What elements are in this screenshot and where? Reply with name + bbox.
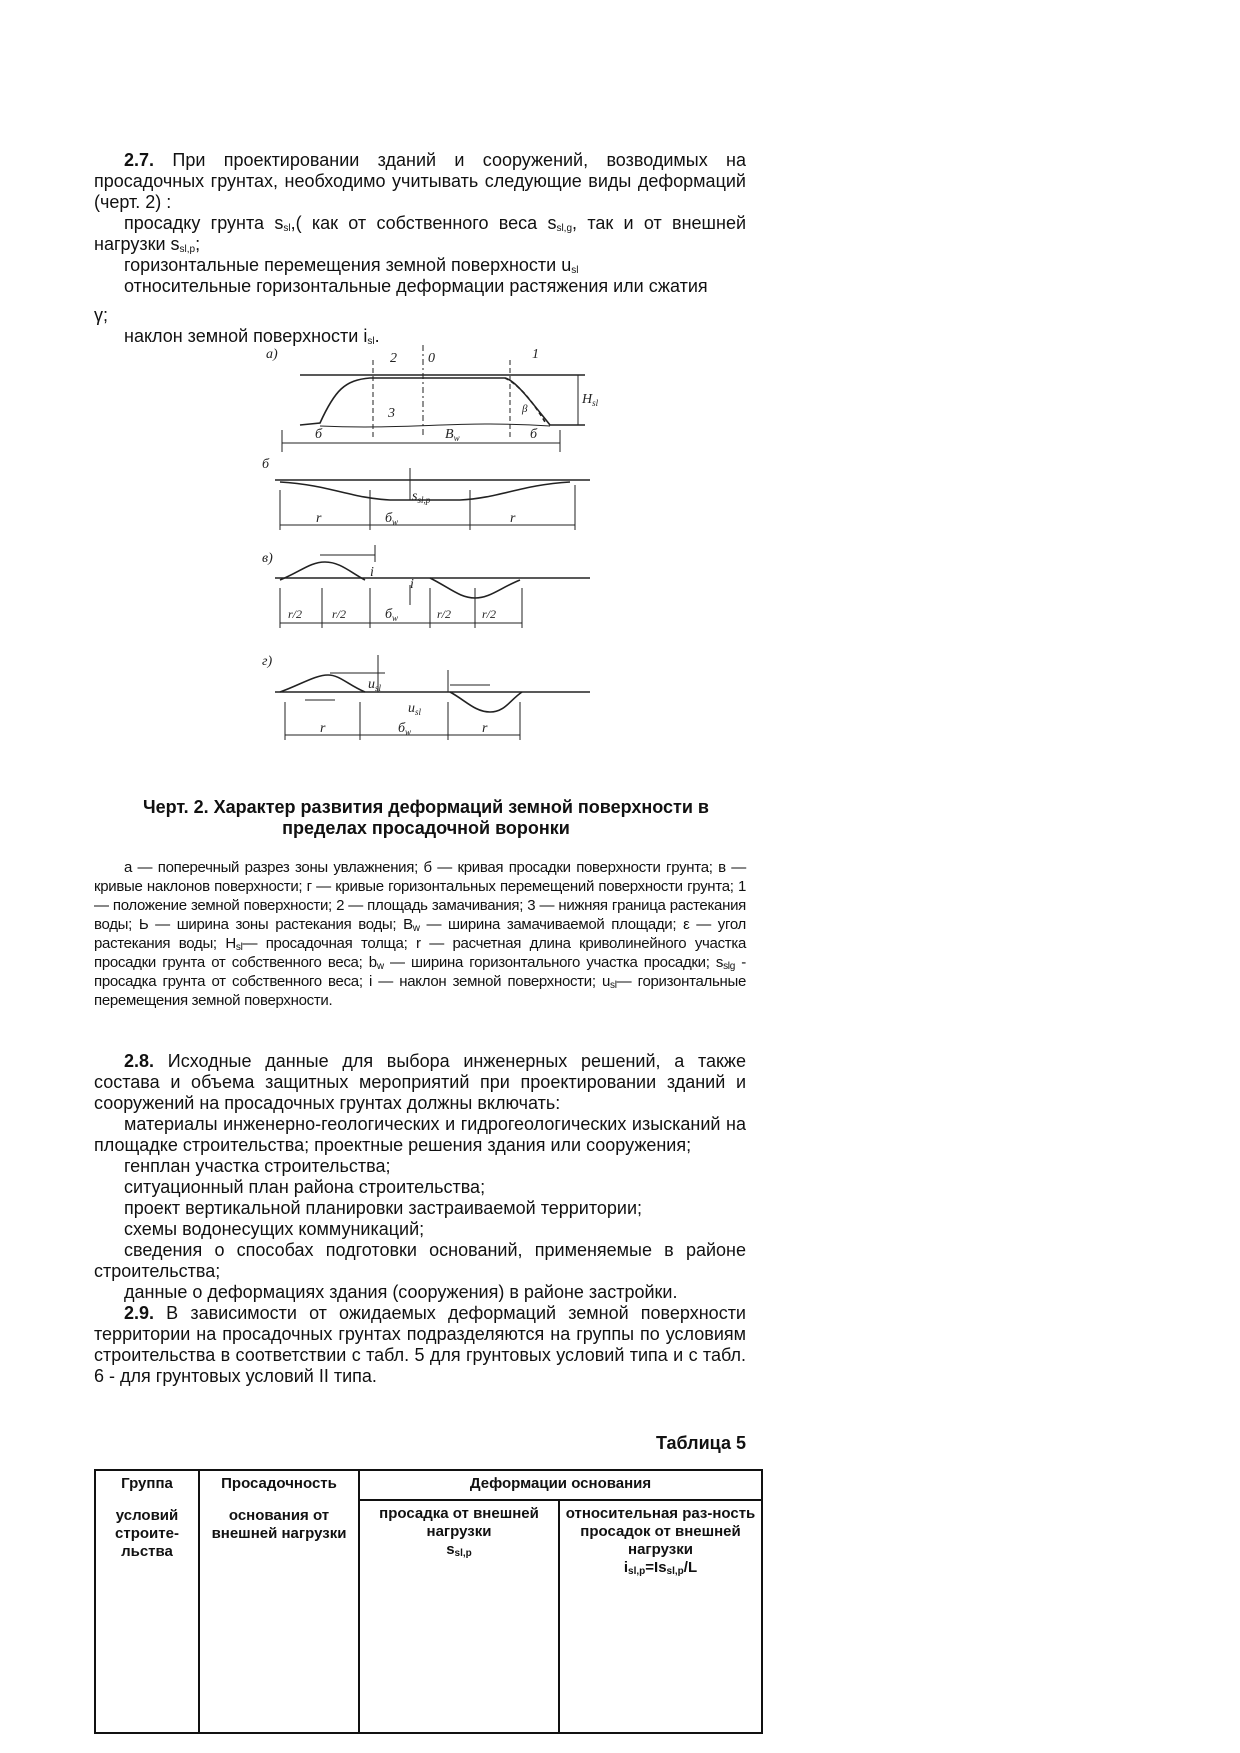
header-subsidence xyxy=(199,1470,359,1733)
label-r: r xyxy=(320,721,326,736)
label-hsl: $H_{sl}$ xyxy=(582,392,599,408)
text: — ширина горизонтального участка просадки; s xyxy=(383,954,724,971)
subscript: sl,p xyxy=(179,244,196,255)
text: — горизонтальные перемещения земной поверхности. xyxy=(94,973,746,1009)
text: ; xyxy=(195,234,201,254)
text: — ширина замачиваемой площади; ε — угол растекания воды; H xyxy=(94,916,746,952)
section-number: 2.8. xyxy=(124,1051,155,1071)
subscript: sl xyxy=(610,980,617,991)
text: /L xyxy=(683,1559,698,1576)
list-item: данные о деформациях здания (сооружения) в районе застройки. xyxy=(124,1282,678,1302)
label-2: 2 xyxy=(390,351,397,366)
label-1: 1 xyxy=(532,347,539,362)
header-text: Группа xyxy=(121,1475,173,1492)
deformation-figure xyxy=(260,340,620,765)
label-r2: r/2 xyxy=(332,607,347,621)
paragraph-text: В зависимости от ожидаемых деформаций земной поверхности территории на просадочных грунтах подразделяются на группы по условиям строительства в соответствии с табл. 5 для грунтовых условий типа и с табл. 6 - для грунтовых условий II типа. xyxy=(94,1303,746,1386)
subscript: sl xyxy=(367,336,375,347)
text: а — поперечный разрез зоны увлажнения; б — кривая просадки поверхности грунта; в — кривые наклонов поверхности; г — кривые горизонтальных перемещений поверхности грунта; 1 — положение земной поверхности; 2 — площадь замачивания; 3 — нижняя граница растекания воды; Ь — ширина зоны растекания воды; B xyxy=(94,859,746,933)
table-caption: Таблица 5 xyxy=(655,1433,746,1453)
label-b-left: б xyxy=(315,427,323,442)
paragraph xyxy=(94,1303,746,1387)
text: относительные горизонтальные деформации растяжения или сжатия xyxy=(124,276,708,296)
figure-legend xyxy=(94,858,746,1010)
label-0: 0 xyxy=(428,351,435,366)
header-relative-difference xyxy=(559,1500,762,1733)
subscript: sl,p xyxy=(628,1566,646,1577)
list-item xyxy=(94,276,746,297)
header-subtext: основания от внешней нагрузки xyxy=(211,1507,347,1542)
figure-caption: Черт. 2. Характер развития деформаций земной поверхности в пределах просадочной воронки xyxy=(143,797,709,838)
text: γ; xyxy=(94,305,109,325)
paragraph xyxy=(94,1051,746,1114)
label-3: 3 xyxy=(388,406,395,421)
label-r: r xyxy=(510,511,516,526)
formula xyxy=(564,1559,757,1577)
text: s xyxy=(446,1541,455,1558)
section-2-8 xyxy=(94,1051,746,1387)
list-item: ситуационный план района строительства; xyxy=(124,1177,486,1197)
subscript: sl xyxy=(283,223,291,234)
header-settlement xyxy=(359,1500,559,1733)
text: — просадочная толща; r — расчетная длина криволинейного участка просадки грунта от собственного веса; b xyxy=(94,935,747,971)
label-i: i xyxy=(410,577,414,592)
table-5 xyxy=(94,1469,763,1734)
text: наклон земной поверхности i xyxy=(124,326,368,346)
formula xyxy=(364,1541,554,1559)
gamma-line xyxy=(94,305,746,326)
section-2-7 xyxy=(94,150,746,347)
label-r2: r/2 xyxy=(288,607,303,621)
text: i xyxy=(623,1559,629,1576)
header-text: относительная раз-ность просадок от внешней нагрузки xyxy=(565,1505,756,1558)
subscript: sl,p xyxy=(454,1548,472,1559)
label-bw-b: $б_w$ xyxy=(385,511,399,527)
text: просадку грунта s xyxy=(124,213,284,233)
header-group xyxy=(95,1470,199,1733)
list-item xyxy=(94,213,746,255)
list-item: проект вертикальной планировки застраиваемой территории; xyxy=(124,1198,643,1218)
header-subtext: условий строите-льства xyxy=(115,1507,179,1560)
subscript: sl,p xyxy=(666,1566,684,1577)
label-bw: $B_w$ xyxy=(445,427,460,443)
section-number: 2.7. xyxy=(124,150,155,170)
list-item: сведения о способах подготовки оснований, применяемые в районе строительства; xyxy=(94,1240,746,1281)
list-item xyxy=(94,255,746,276)
subscript: slg xyxy=(723,961,735,972)
label-ssl: $s_{sl,p}$ xyxy=(412,489,431,505)
header-text: Просадочность xyxy=(221,1475,337,1492)
label-i: i xyxy=(370,565,374,580)
label-usl: $u_{sl}$ xyxy=(368,677,382,693)
label-bw-g: $б_w$ xyxy=(398,721,412,737)
panel-label-a: а) xyxy=(266,347,278,362)
section-number: 2.9. xyxy=(124,1303,155,1323)
header-deformations: Деформации основания xyxy=(359,1470,762,1500)
label-r: r xyxy=(316,511,322,526)
label-beta: β xyxy=(522,403,528,415)
subscript: sl xyxy=(571,265,579,276)
panel-label-v: в) xyxy=(262,551,273,566)
subscript: sl xyxy=(235,942,243,953)
paragraph-text: При проектировании зданий и сооружений, возводимых на просадочных грунтах, необходимо учитывать следующие виды деформаций (черт. 2) : xyxy=(94,150,746,212)
text: , так и от внешней нагрузки s xyxy=(94,213,747,254)
text: - просадка грунта от собственного веса; i — наклон земной поверхности; u xyxy=(94,954,746,990)
paragraph xyxy=(94,150,746,213)
label-r2: r/2 xyxy=(482,607,497,621)
label-b-right: б xyxy=(530,427,538,442)
list-item: генплан участка строительства; xyxy=(124,1156,391,1176)
list-item: схемы водонесущих коммуникаций; xyxy=(124,1219,425,1239)
panel-label-g: г) xyxy=(262,654,273,669)
text: горизонтальные перемещения земной поверхности u xyxy=(124,255,572,275)
subscript: w xyxy=(412,923,420,934)
label-r: r xyxy=(482,721,488,736)
header-text: просадка от внешней нагрузки xyxy=(379,1505,539,1540)
paragraph-text: Исходные данные для выбора инженерных решений, а также состава и объема защитных мероприятий при проектировании зданий и сооружений на просадочных грунтах должны включать: xyxy=(94,1051,746,1113)
text: ,( как от собственного веса s xyxy=(290,213,557,233)
subscript: w xyxy=(376,961,384,972)
subscript: sl,g xyxy=(556,223,573,234)
label-r2: r/2 xyxy=(437,607,452,621)
text: =Is xyxy=(645,1559,667,1576)
list-item: материалы инженерно-геологических и гидрогеологических изысканий на площадке строительства; проектные решения здания или сооружения; xyxy=(94,1114,746,1155)
text: . xyxy=(374,326,380,346)
label-bw-v: $б_w$ xyxy=(385,607,399,623)
label-usl: $u_{sl}$ xyxy=(408,701,422,717)
panel-label-b: б xyxy=(262,457,270,472)
